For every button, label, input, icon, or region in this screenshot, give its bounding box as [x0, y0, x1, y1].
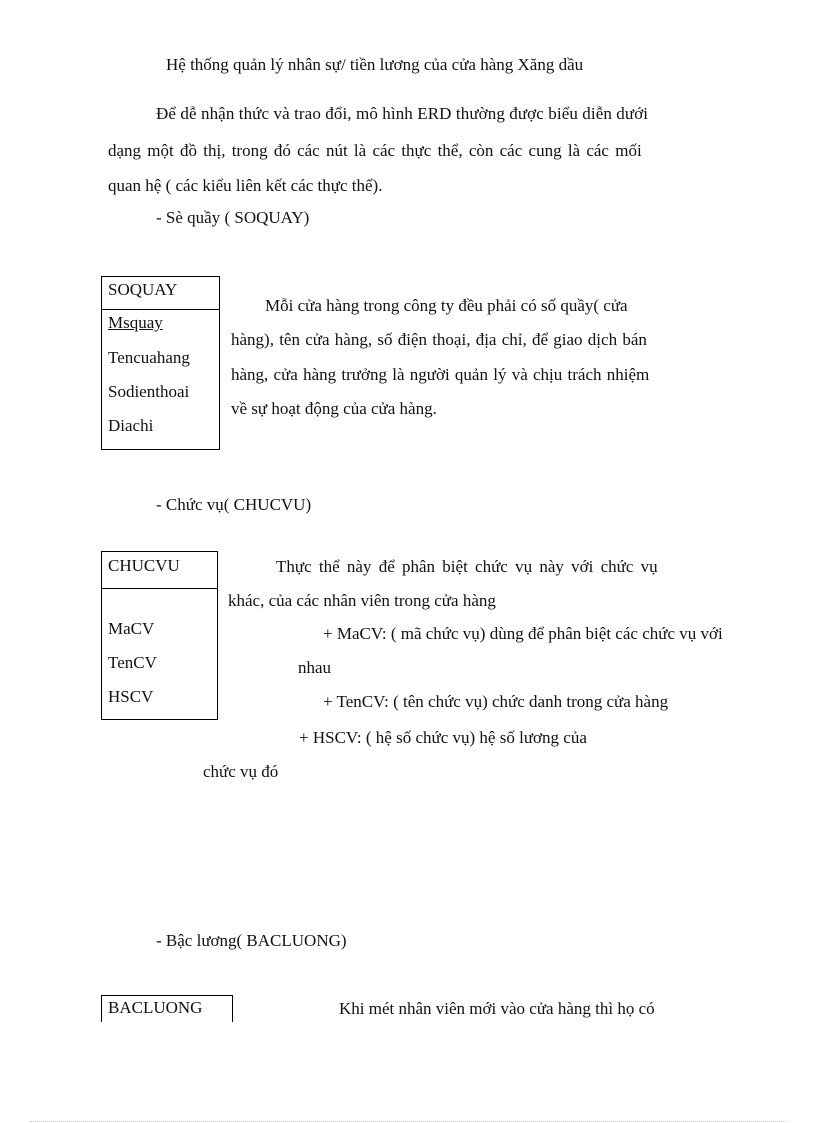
chucvu-hscv-line-1: + HSCV: ( hệ số chức vụ) hệ số lương của — [299, 728, 587, 747]
soquay-heading: - Sè quầy ( SOQUAY) — [156, 208, 310, 227]
page-title: Hệ thống quản lý nhân sự/ tiền lương của cửa hàng Xăng dầu — [166, 55, 584, 74]
bacluong-entity-title: BACLUONG — [108, 998, 203, 1017]
soquay-entity-box — [101, 276, 220, 450]
chucvu-desc-line-2: khác, của các nhân viên trong cửa hàng — [228, 591, 496, 610]
chucvu-entity-title: CHUCVU — [102, 552, 217, 589]
chucvu-macv-line-1: + MaCV: ( mã chức vụ) dùng để phân biệt các chức vụ với — [323, 624, 723, 643]
chucvu-attr-hscv: HSCV — [108, 687, 154, 706]
soquay-desc-line-2: hàng), tên cửa hàng, số điện thoại, địa chỉ, để giao dịch bán — [231, 330, 647, 349]
chucvu-attr-tencv: TenCV — [108, 653, 157, 672]
intro-line-1: Để dễ nhận thức và trao đổi, mô hình ERD thường được biểu diễn dưới — [156, 104, 649, 123]
bacluong-entity-box — [101, 995, 233, 1022]
chucvu-tencv-line: + TenCV: ( tên chức vụ) chức danh trong cửa hàng — [323, 692, 669, 711]
soquay-entity-title: SOQUAY — [102, 277, 219, 310]
bacluong-desc-line-1: Khi mét nhân viên mới vào cửa hàng thì họ có — [339, 999, 655, 1018]
chucvu-entity-box — [101, 551, 218, 720]
chucvu-desc-line-1: Thực thể này để phân biệt chức vụ này với chức vụ — [276, 557, 658, 576]
intro-line-2: dạng một đồ thị, trong đó các nút là các thực thể, còn các cung là các mối — [108, 141, 642, 160]
soquay-attr-sodienthoai: Sodienthoai — [108, 382, 190, 401]
bacluong-heading: - Bậc lương( BACLUONG) — [156, 931, 347, 950]
soquay-attr-msquay: Msquay — [108, 313, 163, 332]
soquay-desc-line-4: về sự hoạt động của cửa hàng. — [231, 399, 437, 418]
soquay-attr-tencuahang: Tencuahang — [108, 348, 190, 367]
soquay-desc-line-3: hàng, cửa hàng trưởng là người quản lý và chịu trách nhiệm — [231, 365, 650, 384]
intro-line-3: quan hệ ( các kiểu liên kết các thực thể). — [108, 176, 383, 195]
chucvu-heading: - Chức vụ( CHUCVU) — [156, 495, 312, 514]
chucvu-attr-macv: MaCV — [108, 619, 155, 638]
page-bottom-divider — [30, 1121, 786, 1122]
soquay-desc-line-1: Mỗi cửa hàng trong công ty đều phải có số quầy( cửa — [265, 296, 628, 315]
soquay-attr-diachi: Diachi — [108, 416, 154, 435]
chucvu-macv-line-2: nhau — [298, 658, 332, 677]
chucvu-hscv-line-2: chức vụ đó — [203, 762, 279, 781]
